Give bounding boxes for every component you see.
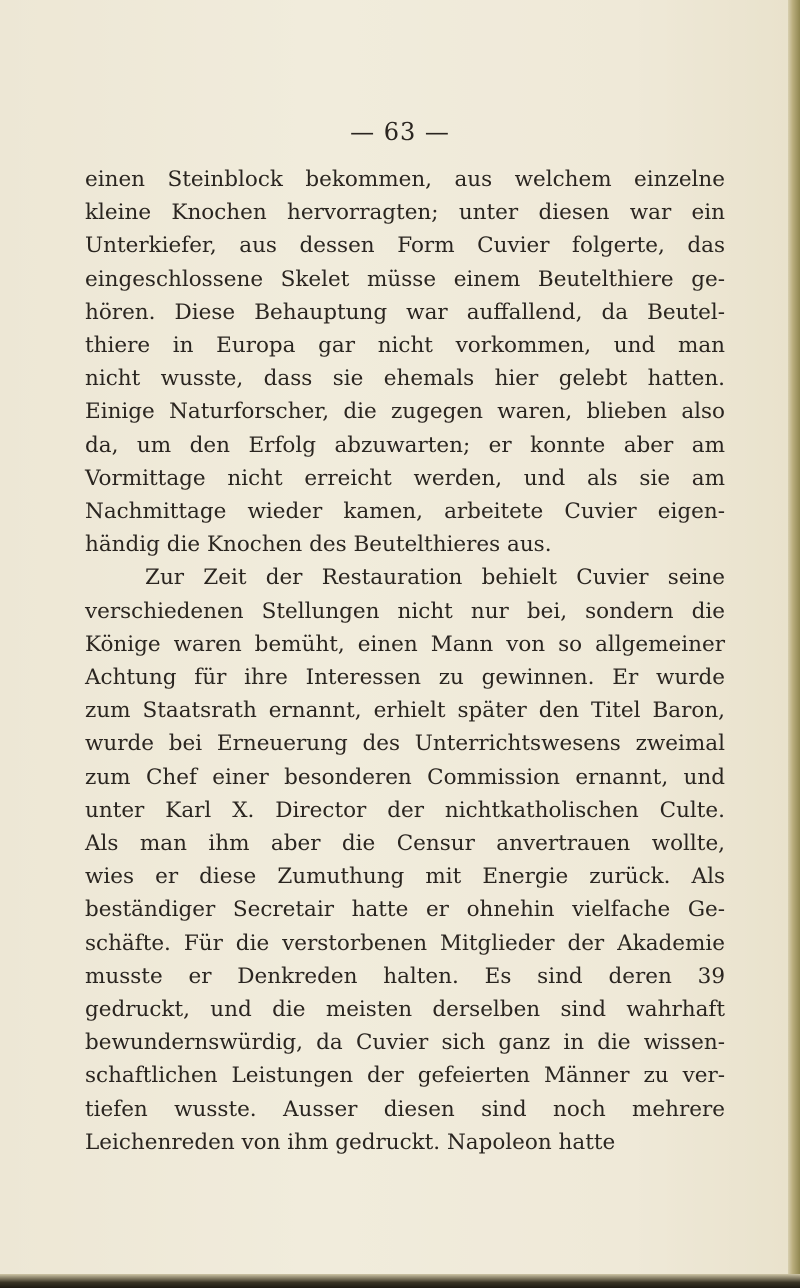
text-line: einen Steinblock bekommen, aus welchem einzelne [85,167,725,192]
text-line: eingeschlossene Skelet müsse einem Beutelthiere ge- [85,266,725,292]
text-line: Zur Zeit der Restauration behielt Cuvier seine [145,565,725,591]
text-line: Leichenreden von ihm gedruckt. Napoleon hatte [85,1129,616,1155]
text-line: da, um den Erfolg abzuwarten; er konnte aber am [85,432,725,458]
page-bottom-edge [0,1274,800,1288]
text-line: beständiger Secretair hatte er ohnehin vielfache Ge- [85,897,725,923]
text-line: verschiedenen Stellungen nicht nur bei, sondern die [85,598,725,624]
text-line: bewundernswürdig, da Cuvier sich ganz in die wissen- [85,1030,725,1056]
text-line: Unterkiefer, aus dessen Form Cuvier folgerte, das [85,233,725,259]
text-line: zum Staatsrath ernannt, erhielt später den Titel Baron, [85,698,725,724]
text-line: hören. Diese Behauptung war auffallend, da Beutel- [85,299,725,325]
text-line: Könige waren bemüht, einen Mann von so allgemeiner [85,631,725,657]
text-line: wies er diese Zumuthung mit Energie zurück. Als [85,864,725,890]
text-line: Als man ihm aber die Censur anvertrauen wollte, [85,831,725,857]
text-line: händig die Knochen des Beutelthieres aus. [85,532,552,558]
text-line: nicht wusste, dass sie ehemals hier gelebt hatten. [85,366,725,392]
text-line: Vormittage nicht erreicht werden, und als sie am [85,465,725,491]
text-line: kleine Knochen hervorragten; unter diesen war ein [85,200,725,226]
text-line: Einige Naturforscher, die zugegen waren, blieben also [85,399,725,425]
text-line: tiefen wusste. Ausser diesen sind noch mehrere [85,1096,725,1122]
text-line: schäfte. Für die verstorbenen Mitglieder der Akademie [85,930,725,956]
text-line: unter Karl X. Director der nichtkatholischen Culte. [85,797,725,823]
text-line: thiere in Europa gar nicht vorkommen, und man [85,333,725,359]
body-text [85,163,725,1159]
text-line: schaftlichen Leistungen der gefeierten Männer zu ver- [85,1063,725,1089]
text-line: musste er Denkreden halten. Es sind deren 39 [85,963,725,989]
text-line: Nachmittage wieder kamen, arbeitete Cuvier eigen- [85,499,725,525]
page-number-header: — 63 — [350,118,450,146]
text-line: Achtung für ihre Interessen zu gewinnen. Er wurde [85,665,725,691]
text-line: zum Chef einer besonderen Commission ernannt, und [85,764,725,790]
text-line: gedruckt, und die meisten derselben sind wahrhaft [85,997,725,1023]
text-line: wurde bei Erneuerung des Unterrichtswesens zweimal [85,731,725,757]
page-edge-shadow [788,0,800,1288]
